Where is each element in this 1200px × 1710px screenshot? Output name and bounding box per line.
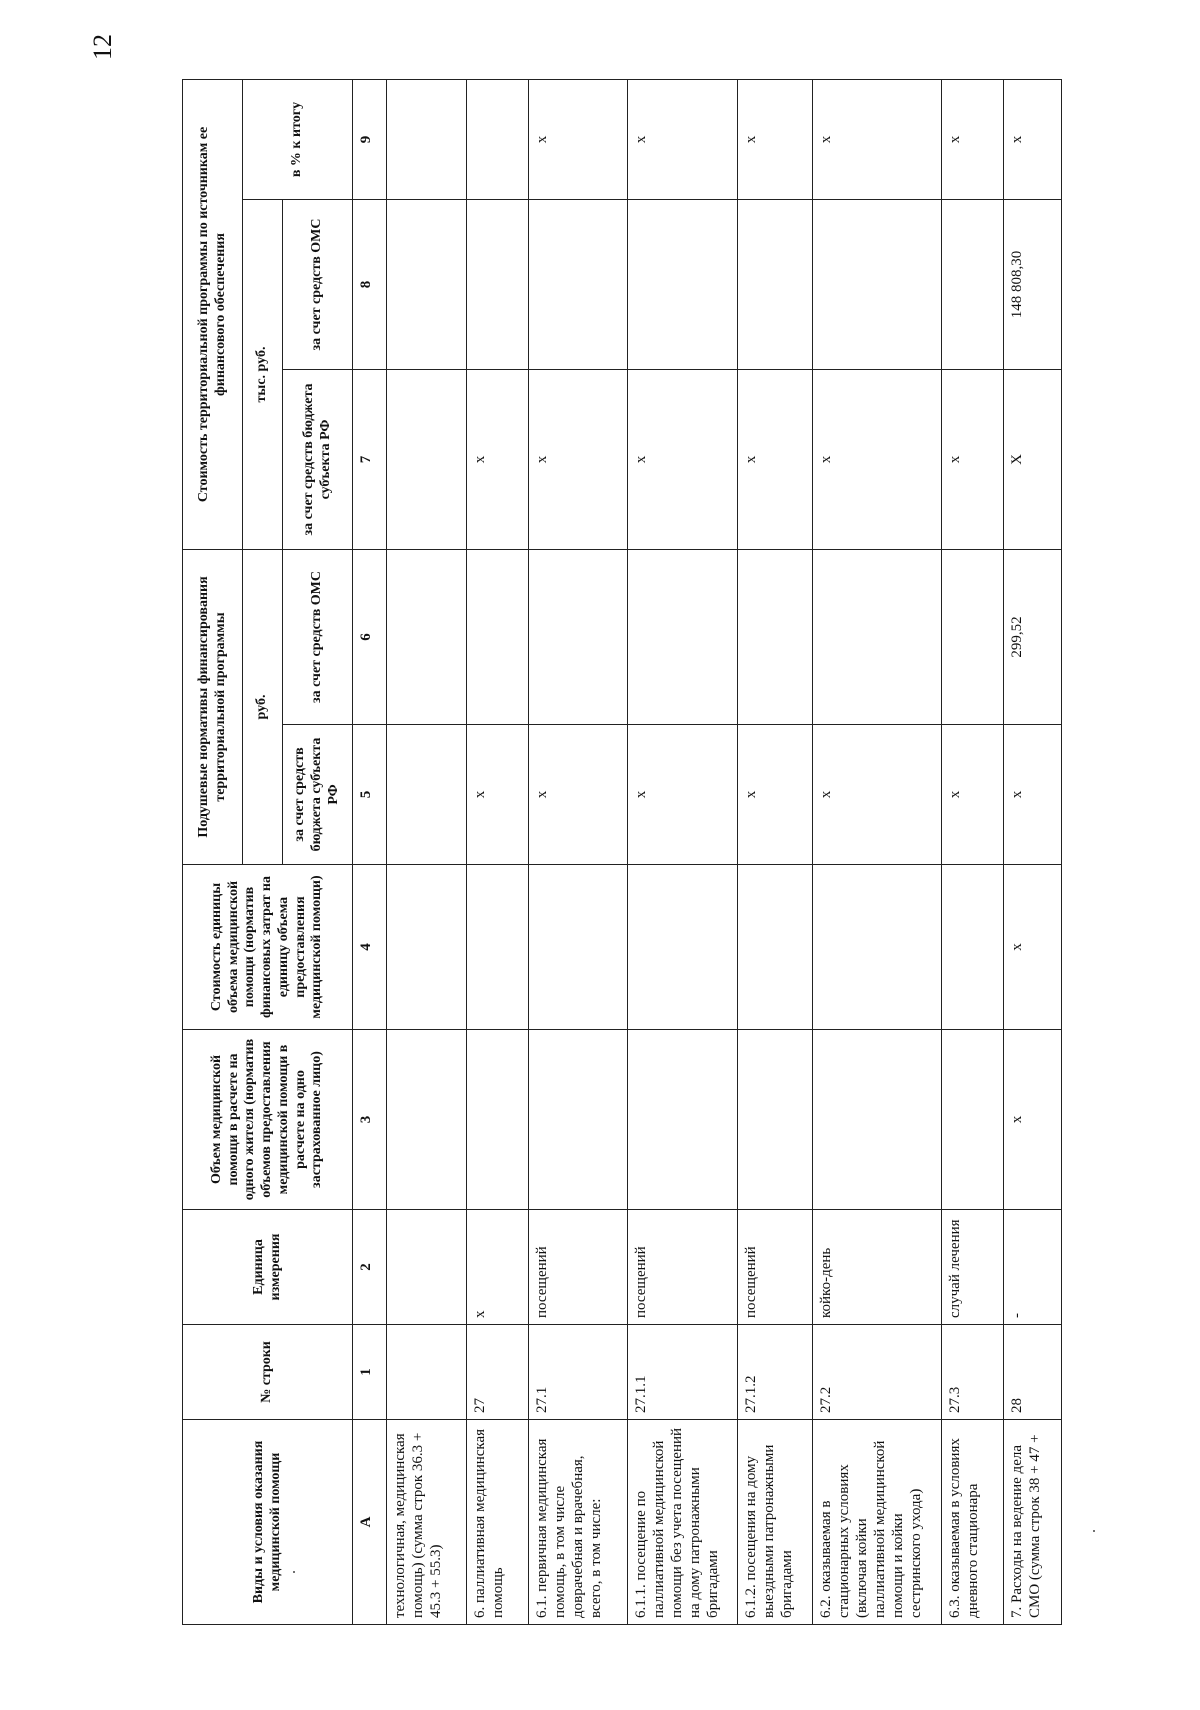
cell-norm-budget: х <box>528 725 628 865</box>
colnum-7: 7 <box>353 370 387 550</box>
cell-type: 6.1.1. посещение по паллиативной медицинской помощи без учета посещений на дому патронажными бригадами <box>628 1420 738 1625</box>
colnum-3: 3 <box>353 1030 387 1210</box>
header-col-8: за счет средств ОМС <box>283 200 353 370</box>
cell-type: технологичная, медицинская помощь) (сумма строк 36.3 + 45.3 + 55.3) <box>387 1420 467 1625</box>
cell-volume <box>466 1030 528 1210</box>
cell-norm-oms <box>812 550 941 725</box>
cell-type: 6.3. оказываемая в условиях дневного стационара <box>942 1420 1004 1625</box>
rotated-table-wrapper <box>182 80 1062 1625</box>
header-group-cost: Стоимость территориальной программы по источникам ее финансового обеспечения <box>183 79 243 549</box>
cell-norm-oms <box>387 550 467 725</box>
cell-norm-oms: 299,52 <box>1004 550 1062 725</box>
table-header <box>183 79 387 1624</box>
cell-cost-oms <box>628 200 738 370</box>
colnum-5: 5 <box>353 725 387 865</box>
colnum-a: А <box>353 1420 387 1625</box>
cell-unit: посещений <box>628 1210 738 1325</box>
cell-cost-oms <box>528 200 628 370</box>
cell-unit: - <box>1004 1210 1062 1325</box>
cell-unit-cost <box>628 865 738 1030</box>
cell-volume <box>942 1030 1004 1210</box>
cell-type: 6.1. первичная медицинская помощь, в том числе доврачебная и врачебная, всего, в том числе: <box>528 1420 628 1625</box>
cell-percent: х <box>1004 79 1062 199</box>
cell-percent <box>466 79 528 199</box>
cell-norm-oms <box>528 550 628 725</box>
cell-norm-oms <box>628 550 738 725</box>
cell-unit-cost <box>812 865 941 1030</box>
cell-cost-budget <box>387 370 467 550</box>
cell-cost-oms <box>466 200 528 370</box>
header-col-3: Объем медицинской помощи в расчете на одного жителя (норматив объемов предоставления медицинской помощи в расчете на одно застрахованное лицо) <box>183 1030 353 1210</box>
cell-line-number: 27.3 <box>942 1325 1004 1420</box>
cell-norm-budget: х <box>1004 725 1062 865</box>
cell-line-number: 27.1 <box>528 1325 628 1420</box>
table-row <box>942 79 1004 1624</box>
cell-volume <box>737 1030 812 1210</box>
header-unit-thous-rub: тыс. руб. <box>243 200 283 550</box>
header-col-1: № строки <box>183 1325 353 1420</box>
header-col-4: Стоимость единицы объема медицинской помощи (норматив финансовых затрат на единицу объема предоставления медицинской помощи) <box>183 865 353 1030</box>
cell-unit-cost: х <box>1004 865 1062 1030</box>
cell-norm-oms <box>737 550 812 725</box>
scan-speck <box>293 1571 295 1573</box>
colnum-9: 9 <box>353 79 387 199</box>
colnum-4: 4 <box>353 865 387 1030</box>
cell-norm-budget: х <box>737 725 812 865</box>
cell-percent <box>387 79 467 199</box>
cell-percent: х <box>628 79 738 199</box>
cell-unit <box>387 1210 467 1325</box>
cell-type: 7. Расходы на ведение дела СМО (сумма строк 38 + 47 + <box>1004 1420 1062 1625</box>
header-col-9: в % к итогу <box>243 79 353 199</box>
colnum-2: 2 <box>353 1210 387 1325</box>
cell-line-number: 28 <box>1004 1325 1062 1420</box>
cell-line-number: 27.2 <box>812 1325 941 1420</box>
cell-norm-oms <box>466 550 528 725</box>
table-row <box>1004 79 1062 1624</box>
cell-unit-cost <box>737 865 812 1030</box>
scan-speck <box>1093 1530 1095 1532</box>
cell-norm-budget: х <box>466 725 528 865</box>
cell-norm-budget <box>387 725 467 865</box>
header-col-a: Виды и условия оказания медицинской помощи <box>183 1420 353 1625</box>
cell-type: 6.1.2. посещения на дому выездными патронажными бригадами <box>737 1420 812 1625</box>
cell-percent: х <box>812 79 941 199</box>
cell-volume <box>812 1030 941 1210</box>
cell-cost-budget: х <box>942 370 1004 550</box>
header-col-6: за счет средств ОМС <box>283 550 353 725</box>
column-number-row <box>353 79 387 1624</box>
page-number: 12 <box>88 34 117 60</box>
colnum-8: 8 <box>353 200 387 370</box>
cell-norm-budget: х <box>628 725 738 865</box>
cell-unit: койко-день <box>812 1210 941 1325</box>
cell-norm-oms <box>942 550 1004 725</box>
cell-cost-budget: х <box>737 370 812 550</box>
cell-unit-cost <box>942 865 1004 1030</box>
cell-cost-oms <box>737 200 812 370</box>
colnum-6: 6 <box>353 550 387 725</box>
table-body <box>387 79 1062 1624</box>
cell-unit-cost <box>528 865 628 1030</box>
cell-cost-budget: х <box>628 370 738 550</box>
cell-volume <box>387 1030 467 1210</box>
cell-cost-oms: 148 808,30 <box>1004 200 1062 370</box>
cell-cost-oms <box>812 200 941 370</box>
table-row <box>528 79 628 1624</box>
cell-percent: х <box>942 79 1004 199</box>
table-row <box>812 79 941 1624</box>
header-col-5: за счет средств бюджета субъекта РФ <box>283 725 353 865</box>
cell-cost-oms <box>387 200 467 370</box>
cell-cost-oms <box>942 200 1004 370</box>
cell-unit: х <box>466 1210 528 1325</box>
cell-volume: х <box>1004 1030 1062 1210</box>
cell-unit-cost <box>387 865 467 1030</box>
cell-norm-budget: х <box>812 725 941 865</box>
cell-cost-budget: х <box>528 370 628 550</box>
cell-line-number <box>387 1325 467 1420</box>
colnum-1: 1 <box>353 1325 387 1420</box>
cell-line-number: 27 <box>466 1325 528 1420</box>
cell-line-number: 27.1.1 <box>628 1325 738 1420</box>
header-col-2: Единица измерения <box>183 1210 353 1325</box>
cell-volume <box>528 1030 628 1210</box>
header-col-7: за счет средств бюджета субъекта РФ <box>283 370 353 550</box>
table-row <box>628 79 738 1624</box>
cell-cost-budget: х <box>812 370 941 550</box>
cell-norm-budget: х <box>942 725 1004 865</box>
cell-percent: х <box>528 79 628 199</box>
cell-unit-cost <box>466 865 528 1030</box>
cell-cost-budget: х <box>466 370 528 550</box>
cell-unit: случай лечения <box>942 1210 1004 1325</box>
cell-volume <box>628 1030 738 1210</box>
cell-line-number: 27.1.2 <box>737 1325 812 1420</box>
budget-table <box>182 79 1062 1625</box>
table-row <box>737 79 812 1624</box>
table-row <box>387 79 467 1624</box>
header-unit-rub: руб. <box>243 550 283 865</box>
cell-type: 6. паллиативная медицинская помощь <box>466 1420 528 1625</box>
table-row <box>466 79 528 1624</box>
cell-unit: посещений <box>737 1210 812 1325</box>
cell-type: 6.2. оказываемая в стационарных условиях (включая койки паллиативной медицинской помощи и койки сестринского ухода) <box>812 1420 941 1625</box>
cell-cost-budget: Х <box>1004 370 1062 550</box>
cell-percent: х <box>737 79 812 199</box>
cell-unit: посещений <box>528 1210 628 1325</box>
header-group-normatives: Подушевые нормативы финансирования территориальной программы <box>183 550 243 865</box>
